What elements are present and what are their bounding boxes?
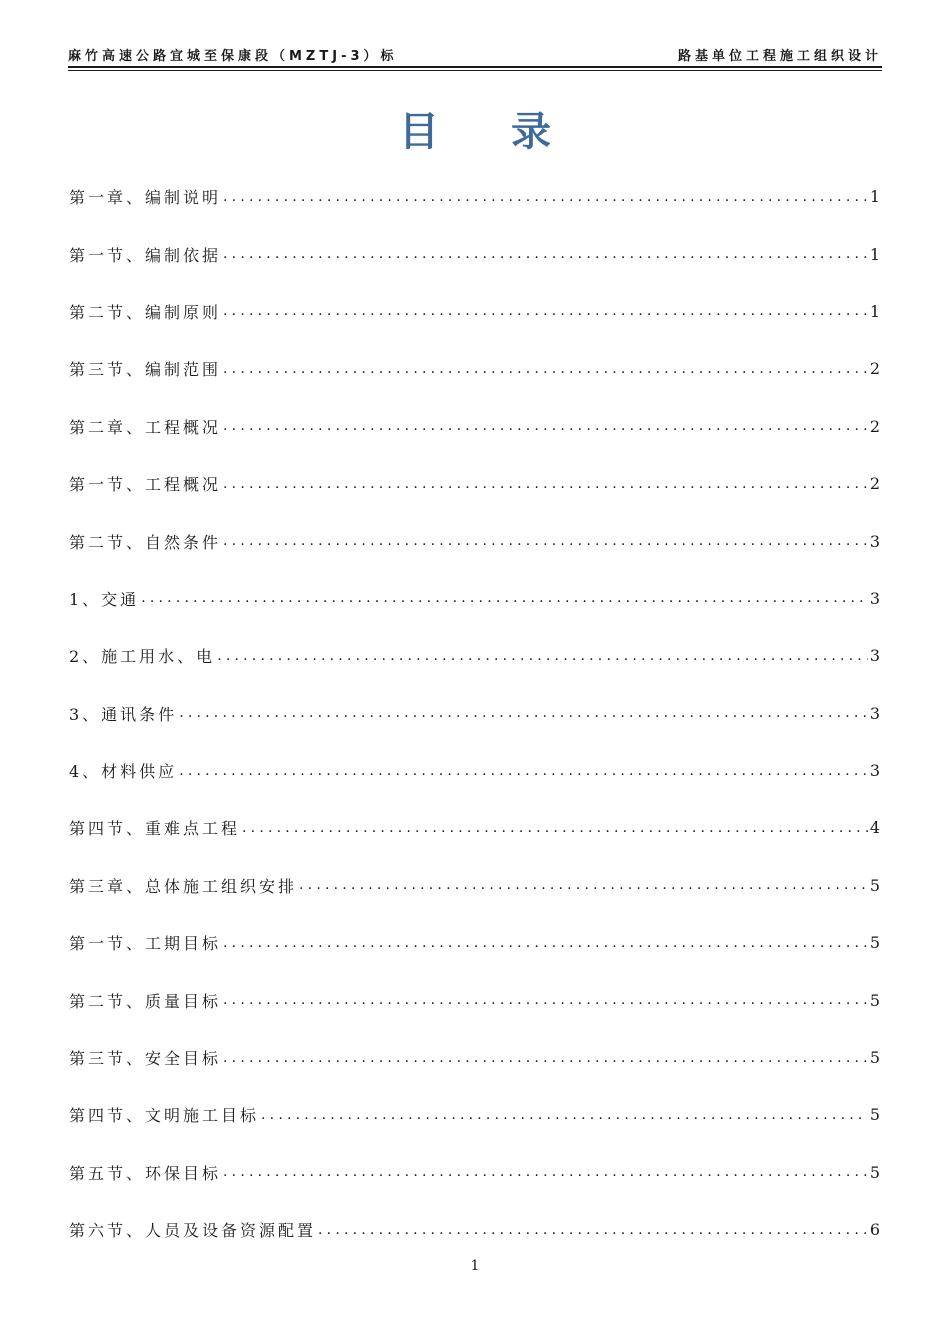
toc-entry[interactable] xyxy=(69,1029,880,1086)
toc-leader-dots xyxy=(217,648,868,664)
toc-leader-dots xyxy=(223,1050,868,1066)
toc-entry[interactable] xyxy=(69,570,880,627)
toc-entry[interactable] xyxy=(69,225,880,282)
toc-entry[interactable] xyxy=(69,168,880,225)
toc-entry[interactable] xyxy=(69,627,880,684)
toc-entry[interactable] xyxy=(69,1086,880,1143)
toc-entry-label: 第一节、工期目标 xyxy=(69,934,222,954)
toc-entry-label: 第三章、总体施工组织安排 xyxy=(69,876,298,896)
toc-entry-page: 3 xyxy=(869,761,880,781)
toc-leader-dots xyxy=(223,992,868,1008)
toc-entry-label: 第二节、自然条件 xyxy=(69,532,222,552)
toc-leader-dots xyxy=(223,303,868,319)
toc-leader-dots xyxy=(141,590,868,606)
toc-entry-label: 3、通讯条件 xyxy=(69,704,178,724)
toc-entry-page: 4 xyxy=(869,818,880,838)
toc-entry-page: 3 xyxy=(869,588,880,608)
toc-entry[interactable] xyxy=(69,398,880,455)
toc-entry-page: 2 xyxy=(869,416,880,436)
toc-entry-page: 5 xyxy=(869,933,880,953)
toc-leader-dots xyxy=(223,476,868,492)
toc-leader-dots xyxy=(223,189,868,205)
toc-entry[interactable] xyxy=(69,857,880,914)
header-rule-thin xyxy=(68,70,882,71)
toc-entry-page: 2 xyxy=(869,474,880,494)
toc-entry-label: 第一章、编制说明 xyxy=(69,188,222,208)
toc-leader-dots xyxy=(299,877,868,893)
toc-entry-page: 5 xyxy=(869,1048,880,1068)
toc-entry-page: 1 xyxy=(869,301,880,321)
toc-entry[interactable] xyxy=(69,340,880,397)
toc-leader-dots xyxy=(223,418,868,434)
toc-entry[interactable] xyxy=(69,685,880,742)
table-of-contents xyxy=(69,168,880,1258)
toc-entry-label: 第四节、文明施工目标 xyxy=(69,1106,260,1126)
toc-entry-label: 第三节、安全目标 xyxy=(69,1049,222,1069)
toc-entry-page: 5 xyxy=(869,875,880,895)
toc-entry[interactable] xyxy=(69,742,880,799)
page-title: 目录 xyxy=(399,109,623,155)
toc-entry-label: 第二章、工程概况 xyxy=(69,417,222,437)
toc-entry[interactable] xyxy=(69,799,880,856)
toc-entry[interactable] xyxy=(69,914,880,971)
page-number: 1 xyxy=(470,1258,480,1274)
toc-entry[interactable] xyxy=(69,455,880,512)
toc-entry-page: 3 xyxy=(869,703,880,723)
toc-entry-page: 1 xyxy=(869,187,880,207)
toc-entry-label: 第一节、工程概况 xyxy=(69,475,222,495)
toc-leader-dots xyxy=(223,361,868,377)
toc-entry-page: 5 xyxy=(869,990,880,1010)
toc-entry-label: 第六节、人员及设备资源配置 xyxy=(69,1221,317,1241)
toc-entry-label: 1、交通 xyxy=(69,589,140,609)
toc-leader-dots xyxy=(242,820,868,836)
toc-entry-label: 第二节、质量目标 xyxy=(69,991,222,1011)
toc-leader-dots xyxy=(223,533,868,549)
toc-entry-page: 3 xyxy=(869,646,880,666)
toc-entry-page: 5 xyxy=(869,1162,880,1182)
toc-entry-label: 第四节、重难点工程 xyxy=(69,819,241,839)
toc-entry[interactable] xyxy=(69,283,880,340)
toc-leader-dots xyxy=(179,763,868,779)
toc-entry-label: 第一节、编制依据 xyxy=(69,245,222,265)
header-project-name: 麻竹高速公路宜城至保康段（MZTJ-3）标 xyxy=(68,49,398,64)
toc-entry-page: 3 xyxy=(869,531,880,551)
toc-entry-label: 2、施工用水、电 xyxy=(69,647,216,667)
running-header xyxy=(68,44,882,64)
toc-entry-label: 第三节、编制范围 xyxy=(69,360,222,380)
toc-leader-dots xyxy=(223,935,868,951)
toc-entry[interactable] xyxy=(69,512,880,569)
header-rule xyxy=(68,66,882,68)
toc-entry[interactable] xyxy=(69,1144,880,1201)
toc-entry-page: 5 xyxy=(869,1105,880,1125)
toc-entry-page: 1 xyxy=(869,244,880,264)
toc-entry-label: 第二节、编制原则 xyxy=(69,302,222,322)
toc-entry-label: 4、材料供应 xyxy=(69,762,178,782)
toc-leader-dots xyxy=(179,705,868,721)
toc-leader-dots xyxy=(261,1107,868,1123)
toc-entry[interactable] xyxy=(69,1201,880,1258)
toc-leader-dots xyxy=(223,246,868,262)
header-document-name: 路基单位工程施工组织设计 xyxy=(677,49,882,64)
toc-leader-dots xyxy=(223,1164,868,1180)
toc-entry-page: 2 xyxy=(869,359,880,379)
toc-entry-page: 6 xyxy=(869,1220,880,1240)
toc-entry[interactable] xyxy=(69,971,880,1028)
toc-leader-dots xyxy=(318,1222,868,1238)
toc-entry-label: 第五节、环保目标 xyxy=(69,1163,222,1183)
